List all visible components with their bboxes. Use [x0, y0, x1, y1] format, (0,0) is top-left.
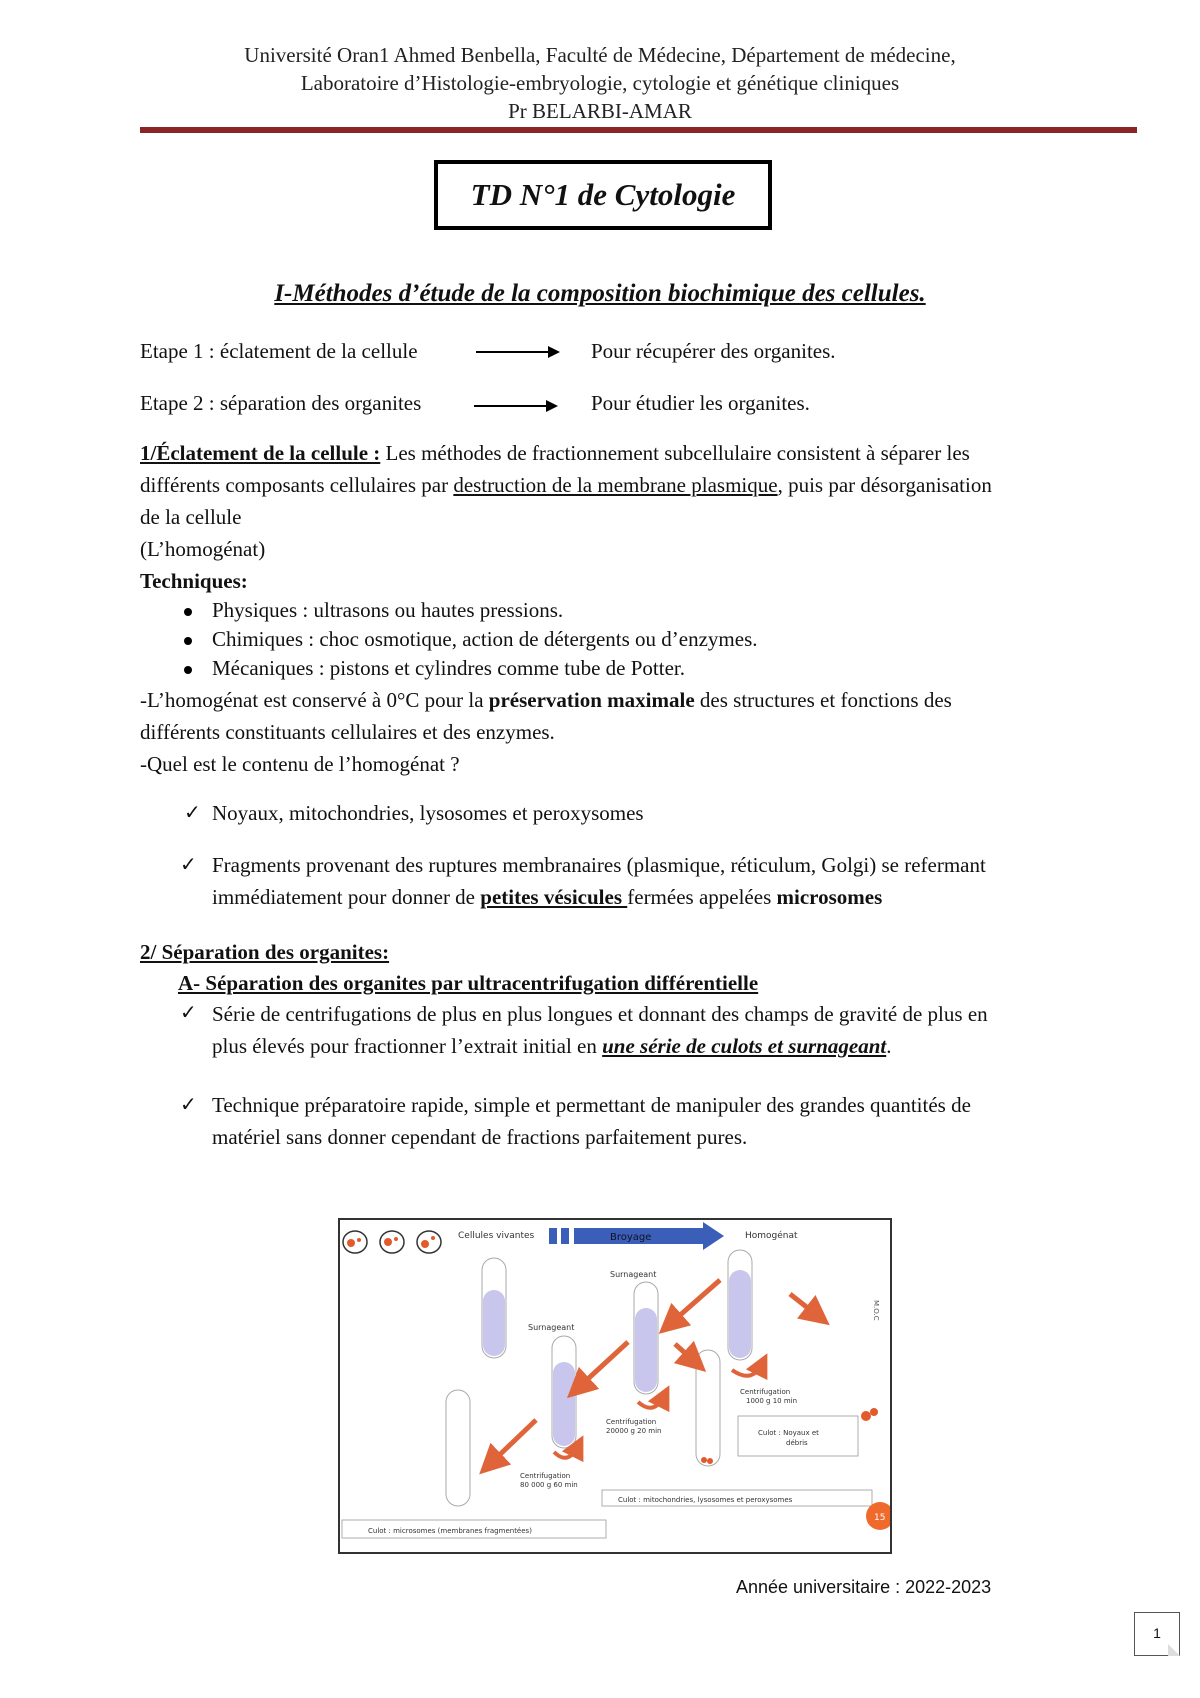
arrow-right-icon — [474, 405, 554, 407]
check-item: Noyaux, mitochondries, lysosomes et peroxysomes — [212, 801, 644, 825]
tube — [482, 1258, 506, 1358]
cells-label: Cellules vivantes — [458, 1231, 535, 1241]
culot-1-label-2: débris — [786, 1439, 808, 1447]
part1-heading: 1/Éclatement de la cellule : — [140, 441, 381, 465]
arrow-icon — [578, 1342, 628, 1388]
curved-arrow-icon — [638, 1396, 664, 1408]
culot-1-label: Culot : Noyaux et — [758, 1429, 819, 1437]
surnageant-label: Surnageant — [528, 1323, 575, 1332]
technique-item: Chimiques : choc osmotique, action de détergents ou d’enzymes. — [212, 627, 758, 651]
arrow-icon — [670, 1280, 720, 1324]
arrow-icon — [675, 1344, 695, 1362]
tube — [696, 1350, 720, 1466]
tube — [728, 1250, 752, 1360]
technique-item: Mécaniques : pistons et cylindres comme tube de Potter. — [212, 656, 685, 680]
header-line-3: Pr BELARBI-AMAR — [508, 99, 692, 123]
part2-heading: 2/ Séparation des organites: — [140, 940, 390, 964]
step-1-label: Etape 1 : éclatement de la cellule — [140, 339, 418, 363]
centrifugation-3-label: Centrifugation — [520, 1472, 571, 1480]
centrifugation-3-params: 80 000 g 60 min — [520, 1481, 578, 1489]
document-title: TD N°1 de Cytologie — [434, 160, 772, 230]
check-item: Fragments provenant des ruptures membranaires (plasmique, réticulum, Golgi) se refermant immédiatement pour donner de petites vésicules fermées appelées microsomes — [212, 853, 986, 909]
header-line-2: Laboratoire d’Histologie-embryologie, cytologie et génétique cliniques — [300, 71, 900, 95]
check-icon: ✓ — [180, 852, 197, 876]
header-rule — [140, 127, 1137, 133]
tube — [446, 1390, 470, 1506]
check-icon: ✓ — [180, 1092, 197, 1116]
check-item: Technique préparatoire rapide, simple et permettant de manipuler des grandes quantités de matériel sans donner cependant de fractions parfaitement pures. — [212, 1093, 971, 1149]
centrifugation-figure — [338, 1218, 892, 1554]
section-title: I-Méthodes d’étude de la composition biochimique des cellules. — [274, 280, 926, 307]
arrow-icon — [790, 1294, 818, 1316]
homogenat-label: Homogénat — [745, 1231, 798, 1241]
academic-year: Année universitaire : 2022-2023 — [736, 1577, 992, 1597]
centrifugation-2-params: 20000 g 20 min — [606, 1427, 662, 1435]
check-icon: ✓ — [184, 800, 201, 824]
broyage-label: Broyage — [610, 1232, 652, 1243]
part1-paragraph: 1/Éclatement de la cellule : Les méthodes de fractionnement subcellulaire consistent à séparer les différents composants cellulaires par destruction de la membrane plasmique, puis par désorganisation de la cellule (L’homogénat) — [140, 441, 992, 561]
check-icon: ✓ — [180, 1000, 197, 1024]
tube — [634, 1282, 658, 1394]
header-line-1: Université Oran1 Ahmed Benbella, Faculté de Médecine, Département de médecine, — [244, 43, 956, 67]
centrifugation-1-params: 1000 g 10 min — [746, 1397, 798, 1405]
arrow-icon — [490, 1420, 536, 1464]
arrow-right-icon — [476, 351, 556, 353]
centrifugation-2-label: Centrifugation — [606, 1418, 657, 1426]
step-2-purpose: Pour étudier les organites. — [591, 391, 810, 415]
bullet-icon — [184, 637, 192, 645]
centrifugation-1-label: Centrifugation — [740, 1388, 791, 1396]
step-1-purpose: Pour récupérer des organites. — [591, 339, 836, 363]
cell-icon — [343, 1231, 441, 1253]
figure-badge-number: 15 — [874, 1513, 886, 1523]
techniques-label: Techniques: — [140, 569, 248, 593]
culot-3-label: Culot : microsomes (membranes fragmentées) — [368, 1527, 532, 1535]
culot-2-label: Culot : mitochondries, lysosomes et peroxysomes — [618, 1496, 793, 1504]
technique-item: Physiques : ultrasons ou hautes pressions. — [212, 598, 564, 622]
curved-arrow-icon — [732, 1364, 762, 1376]
page-number: 1 — [1134, 1612, 1180, 1656]
surnageant-label: Surnageant — [610, 1270, 657, 1279]
check-item: Série de centrifugations de plus en plus longues et donnant des champs de gravité de plus en plus élevés pour fractionner l’extrait initial en une série de culots et surnageant. — [212, 1002, 988, 1058]
bullet-icon — [184, 608, 192, 616]
conservation-paragraph: -L’homogénat est conservé à 0°C pour la préservation maximale des structures et fonctions des différents constituants cellulaires et des enzymes. -Quel est le contenu de l’homogénat ? — [140, 688, 952, 776]
step-2-label: Etape 2 : séparation des organites — [140, 391, 422, 415]
part2-subheading: A- Séparation des organites par ultracentrifugation différentielle — [178, 971, 759, 995]
tube — [552, 1336, 576, 1448]
bullet-icon — [184, 666, 192, 674]
side-label: M.O.C — [872, 1300, 880, 1321]
